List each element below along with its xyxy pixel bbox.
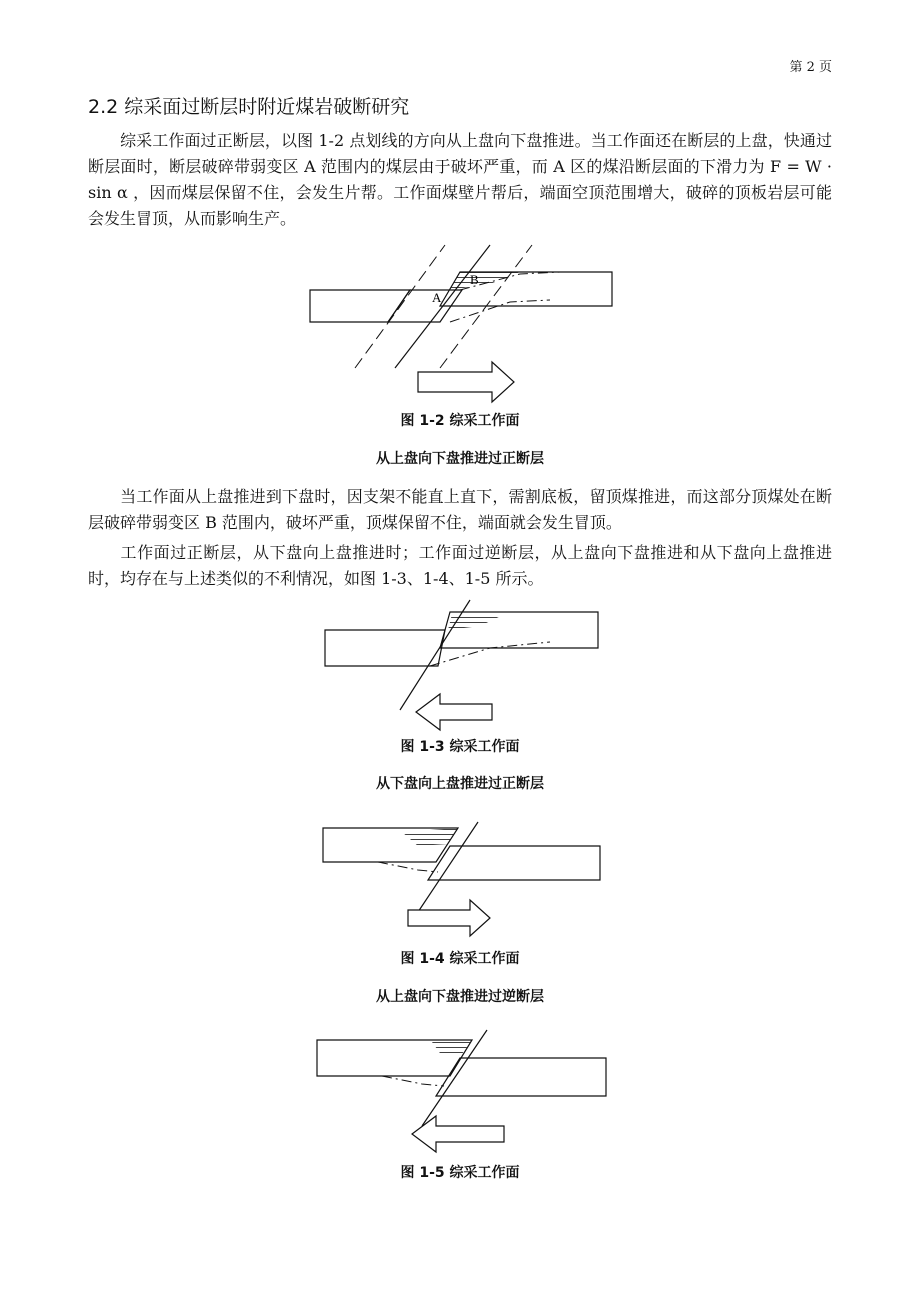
mining-path-dashdot-lower (450, 300, 550, 322)
advance-arrow-left (416, 694, 492, 730)
coal-seam-right (436, 1058, 606, 1096)
paragraph-1-text: 综采工作面过正断层，以图 1-2 点划线的方向从上盘向下盘推进。当工作面还在断层的上盘，快通过断层面时，断层破碎带弱变区 A 范围内的煤层由于破坏严重，而 A 区的煤沿断层面的下滑力为 F = W · sin α ，因而煤层保留不住，会发生片帮。工作面煤壁片帮后，端面空顶范围增大，破碎的顶板岩层可能会发生冒顶，从而影响生产。 (88, 131, 832, 228)
figure-1-3-caption-1: 图 1-3 综采工作面 (400, 739, 520, 755)
figure-1-2 (300, 240, 620, 400)
section-title: 2.2 综采面过断层时附近煤岩破断研究 (88, 96, 410, 118)
paragraph-3 (88, 540, 832, 592)
fault-line-1 (355, 245, 445, 368)
coal-seam-right (428, 846, 600, 880)
page-number: 第 2 页 (789, 60, 832, 75)
figure-1-4-caption-1: 图 1-4 综采工作面 (400, 951, 520, 967)
broken-zone (432, 1040, 472, 1056)
mining-path-dashdot (378, 862, 438, 872)
coal-seam-left (325, 630, 445, 666)
figure-1-2-caption-2: 从上盘向下盘推进过正断层 (376, 451, 544, 467)
mining-path-dashdot (430, 642, 550, 666)
figure-1-3-caption-2: 从下盘向上盘推进过正断层 (376, 776, 544, 792)
paragraph-2 (88, 484, 832, 536)
advance-arrow-right (408, 900, 490, 936)
label-b: B (470, 272, 479, 287)
paragraph-3-text: 工作面过正断层，从下盘向上盘推进时；工作面过逆断层，从上盘向下盘推进和从下盘向上盘推进时，均存在与上述类似的不利情况，如图 1-3、1-4、1-5 所示。 (88, 543, 832, 588)
fault-line (400, 600, 470, 710)
mining-path-dashdot (382, 1076, 444, 1086)
paragraph-1 (88, 128, 832, 232)
figure-1-2-caption-1: 图 1-2 综采工作面 (400, 413, 520, 429)
coal-seam-left (310, 290, 410, 322)
advance-arrow-right (418, 362, 514, 402)
label-a: A (432, 290, 442, 305)
broken-zone (402, 828, 458, 846)
figure-1-4-caption-2: 从上盘向下盘推进过逆断层 (376, 989, 544, 1005)
figure-1-4 (318, 822, 608, 937)
figure-1-3 (320, 600, 610, 730)
figure-1-5 (312, 1030, 612, 1160)
paragraph-2-text: 当工作面从上盘推进到下盘时，因支架不能直上直下，需割底板，留顶煤推进，而这部分顶煤处在断层破碎带弱变区 B 范围内，破坏严重，顶煤保留不住，端面就会发生冒顶。 (88, 487, 832, 532)
figure-1-5-caption-1: 图 1-5 综采工作面 (400, 1165, 520, 1181)
